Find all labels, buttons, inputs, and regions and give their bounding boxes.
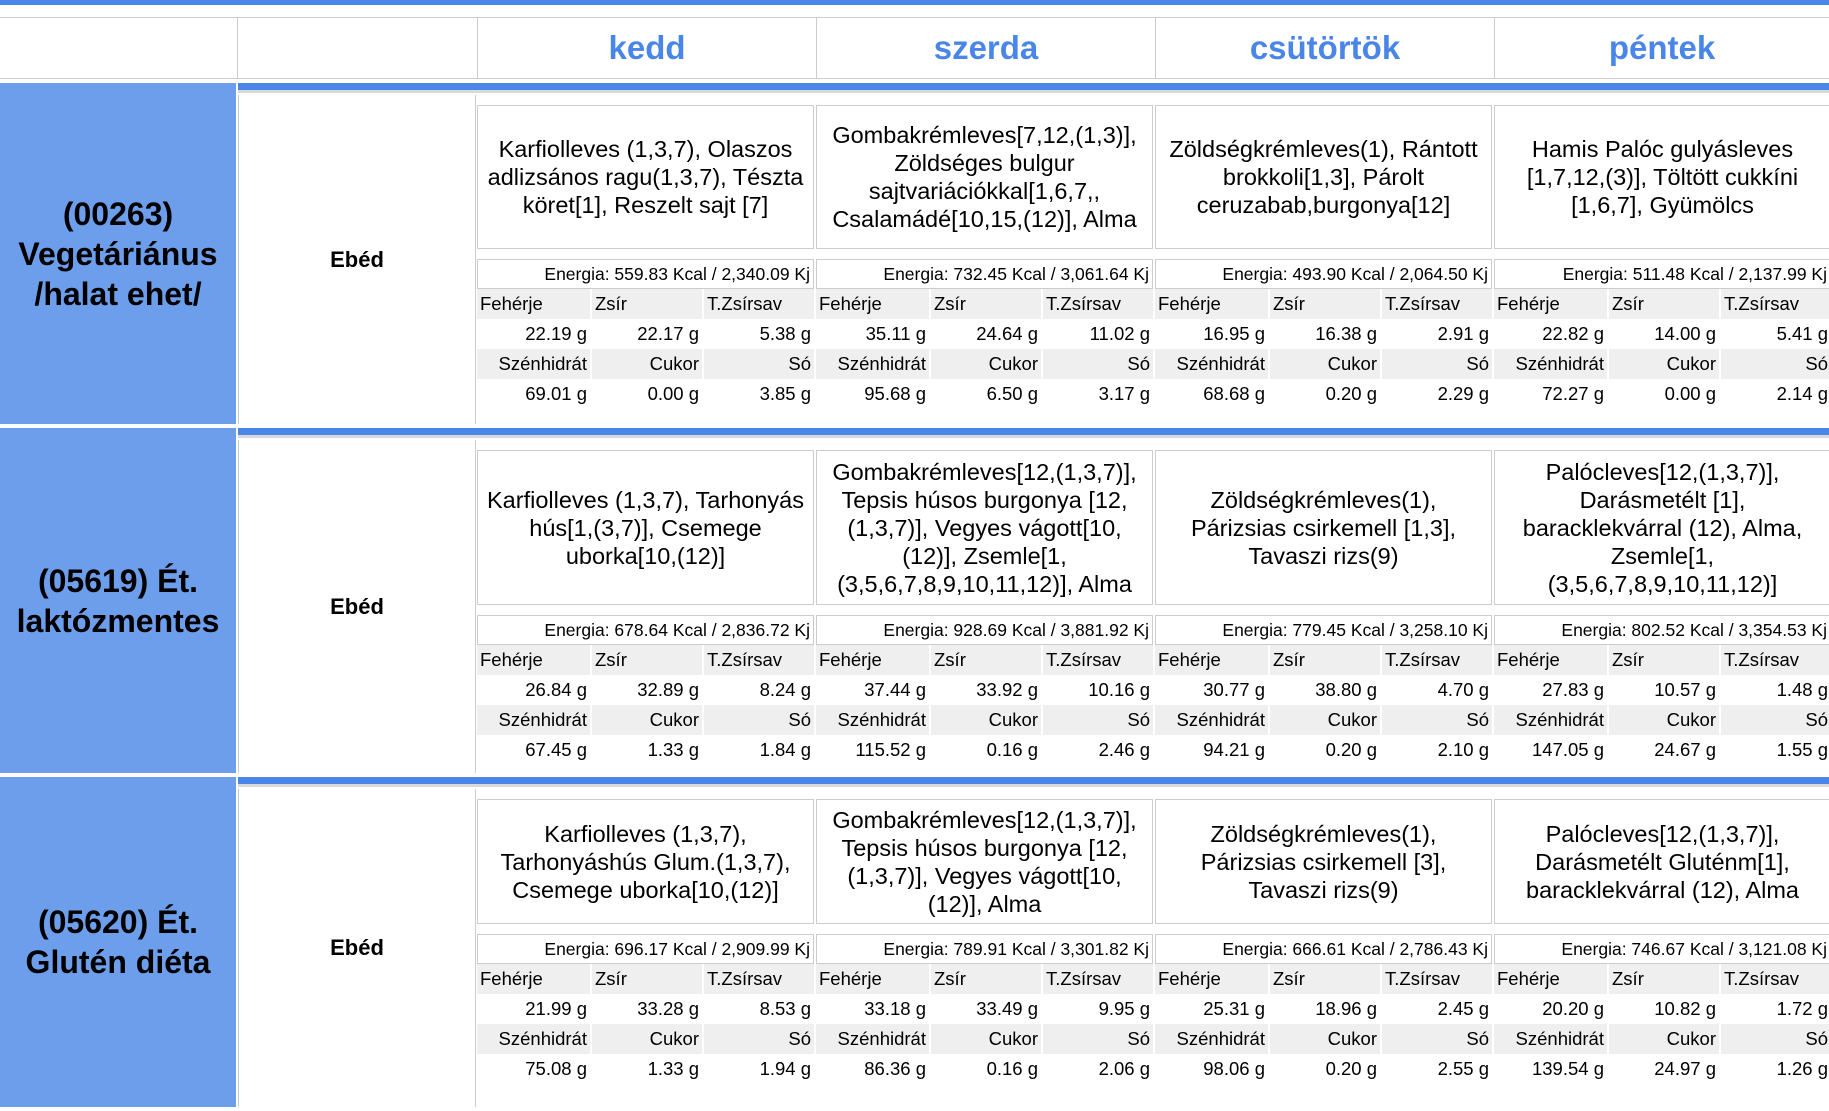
fat-value: 18.96 g: [1315, 998, 1377, 1019]
sat-fat-value: 4.70 g: [1437, 679, 1489, 700]
nutrient-label-row: [1494, 705, 1829, 735]
salt-value: 2.46 g: [1098, 739, 1150, 760]
day-cell: [816, 799, 1153, 1107]
protein-label: Fehérje: [477, 289, 590, 319]
energy-value: Energia: 666.61 Kcal / 2,786.43 Kj: [1155, 934, 1492, 964]
nutrient-label-row: [1155, 645, 1492, 675]
salt-value: 1.26 g: [1776, 1058, 1828, 1079]
menu-text: Karfiolleves (1,3,7), Tarhonyáshús Glum.(1,3,7), Csemege uborka[10,(12)]: [477, 799, 814, 924]
protein-value: 37.44 g: [864, 679, 926, 700]
carb-label: Szénhidrát: [1494, 705, 1607, 735]
fat-label: Zsír: [1609, 289, 1719, 319]
fat-label: Zsír: [1270, 964, 1380, 994]
menu-text: Gombakrémleves[12,(1,3,7)], Tepsis húsos burgonya [12,(1,3,7)], Vegyes vágott[10,(12)], Zsemle[1,(3,5,6,7,8,9,10,11,12)], Alma: [816, 450, 1153, 605]
menu-text: Karfiolleves (1,3,7), Olaszos adlizsános ragu(1,3,7), Tészta köret[1], Reszelt sajt [7]: [477, 105, 814, 249]
menu-text: Zöldségkrémleves(1), Párizsias csirkemell [1,3], Tavaszi rizs(9): [1155, 450, 1492, 605]
menu-text: Palócleves[12,(1,3,7)], Darásmetélt [1], baracklekvárral (12), Alma, Zsemle[1,(3,5,6,7,8,9,10,11,12)]: [1494, 450, 1829, 605]
sugar-value: 24.67 g: [1654, 739, 1716, 760]
carb-value: 94.21 g: [1203, 739, 1265, 760]
protein-value: 21.99 g: [525, 998, 587, 1019]
nutrient-value-row: [1155, 675, 1492, 705]
meal-label: Ebéd: [238, 440, 476, 773]
carb-value: 75.08 g: [525, 1058, 587, 1079]
sat-fat-value: 8.53 g: [759, 998, 811, 1019]
protein-value: 33.18 g: [864, 998, 926, 1019]
protein-value: 22.82 g: [1542, 323, 1604, 344]
energy-value: Energia: 511.48 Kcal / 2,137.99 Kj: [1494, 259, 1829, 289]
sat-fat-value: 1.48 g: [1776, 679, 1828, 700]
menu-text: Zöldségkrémleves(1), Rántott brokkoli[1,3], Párolt ceruzabab,burgonya[12]: [1155, 105, 1492, 249]
day-cell: [477, 105, 814, 424]
sugar-label: Cukor: [1609, 1024, 1719, 1054]
sugar-label: Cukor: [592, 1024, 702, 1054]
nutrient-label-row: [477, 349, 814, 379]
sat-fat-label: T.Zsírsav: [1043, 645, 1153, 675]
menu-text: Hamis Palóc gulyásleves [1,7,12,(3)], Töltött cukkíni [1,6,7], Gyümölcs: [1494, 105, 1829, 249]
carb-label: Szénhidrát: [816, 1024, 929, 1054]
carb-value: 67.45 g: [525, 739, 587, 760]
protein-label: Fehérje: [816, 964, 929, 994]
day-header-csütörtök: csütörtök: [1155, 17, 1494, 79]
diet-name-cell: (05620) Ét. Glutén diéta: [0, 777, 236, 1107]
sugar-value: 0.20 g: [1325, 1058, 1377, 1079]
nutrient-value-row: [1494, 675, 1829, 705]
nutrient-value-row: [1155, 735, 1492, 765]
diet-name-cell: (00263) Vegetáriánus /halat ehet/: [0, 83, 236, 424]
protein-label: Fehérje: [1494, 289, 1607, 319]
fat-label: Zsír: [1270, 289, 1380, 319]
sugar-value: 0.00 g: [647, 383, 699, 404]
day-cell: [477, 799, 814, 1107]
nutrient-value-row: [477, 735, 814, 765]
fat-value: 22.17 g: [637, 323, 699, 344]
carb-label: Szénhidrát: [816, 705, 929, 735]
protein-value: 26.84 g: [525, 679, 587, 700]
nutrient-label-row: [816, 349, 1153, 379]
energy-value: Energia: 732.45 Kcal / 3,061.64 Kj: [816, 259, 1153, 289]
carb-label: Szénhidrát: [1494, 1024, 1607, 1054]
sat-fat-value: 9.95 g: [1098, 998, 1150, 1019]
protein-label: Fehérje: [1155, 964, 1268, 994]
carb-value: 95.68 g: [864, 383, 926, 404]
fat-value: 14.00 g: [1654, 323, 1716, 344]
fat-value: 24.64 g: [976, 323, 1038, 344]
meal-label: Ebéd: [238, 95, 476, 424]
header-meal-column: [237, 17, 477, 79]
day-header-kedd: kedd: [477, 17, 816, 79]
day-cell: [816, 105, 1153, 424]
energy-value: Energia: 779.45 Kcal / 3,258.10 Kj: [1155, 615, 1492, 645]
sat-fat-value: 10.16 g: [1088, 679, 1150, 700]
nutrient-label-row: [816, 705, 1153, 735]
nutrient-value-row: [816, 994, 1153, 1024]
fat-value: 33.28 g: [637, 998, 699, 1019]
carb-label: Szénhidrát: [1155, 1024, 1268, 1054]
sugar-label: Cukor: [1270, 705, 1380, 735]
nutrient-label-row: [477, 964, 814, 994]
nutrient-label-row: [816, 289, 1153, 319]
fat-label: Zsír: [592, 964, 702, 994]
nutrient-label-row: [1155, 289, 1492, 319]
sugar-label: Cukor: [592, 349, 702, 379]
section-divider-bar: [238, 83, 1829, 90]
sugar-value: 24.97 g: [1654, 1058, 1716, 1079]
sugar-value: 0.16 g: [986, 739, 1038, 760]
fat-label: Zsír: [592, 645, 702, 675]
section-divider-bar: [238, 777, 1829, 784]
sat-fat-label: T.Zsírsav: [1721, 645, 1829, 675]
menu-text: Gombakrémleves[12,(1,3,7)], Tepsis húsos burgonya [12,(1,3,7)], Vegyes vágott[10,(12)], Alma: [816, 799, 1153, 924]
day-cell: [1155, 450, 1492, 773]
nutrient-label-row: [477, 289, 814, 319]
fat-value: 38.80 g: [1315, 679, 1377, 700]
energy-value: Energia: 928.69 Kcal / 3,881.92 Kj: [816, 615, 1153, 645]
salt-value: 1.94 g: [759, 1058, 811, 1079]
salt-label: Só: [1382, 1024, 1492, 1054]
nutrient-label-row: [1155, 964, 1492, 994]
protein-value: 25.31 g: [1203, 998, 1265, 1019]
protein-value: 22.19 g: [525, 323, 587, 344]
nutrient-value-row: [816, 675, 1153, 705]
salt-label: Só: [704, 1024, 814, 1054]
fat-value: 33.49 g: [976, 998, 1038, 1019]
carb-label: Szénhidrát: [1494, 349, 1607, 379]
meal-label: Ebéd: [238, 789, 476, 1107]
section-divider-shadow: [238, 435, 1829, 438]
day-cell: [1494, 450, 1829, 773]
sugar-value: 0.00 g: [1664, 383, 1716, 404]
salt-label: Só: [1721, 1024, 1829, 1054]
fat-label: Zsír: [1270, 645, 1380, 675]
sugar-label: Cukor: [592, 705, 702, 735]
salt-label: Só: [1043, 349, 1153, 379]
sugar-value: 1.33 g: [647, 1058, 699, 1079]
nutrient-value-row: [1494, 379, 1829, 409]
nutrient-label-row: [1494, 964, 1829, 994]
protein-label: Fehérje: [816, 645, 929, 675]
nutrient-label-row: [477, 645, 814, 675]
protein-label: Fehérje: [1494, 964, 1607, 994]
sugar-label: Cukor: [931, 1024, 1041, 1054]
fat-label: Zsír: [931, 964, 1041, 994]
header-corner-cell: [0, 17, 237, 79]
sat-fat-label: T.Zsírsav: [1043, 289, 1153, 319]
nutrient-label-row: [1494, 289, 1829, 319]
sat-fat-value: 1.72 g: [1776, 998, 1828, 1019]
salt-value: 2.06 g: [1098, 1058, 1150, 1079]
day-cell: [816, 450, 1153, 773]
salt-value: 1.84 g: [759, 739, 811, 760]
sugar-label: Cukor: [1270, 349, 1380, 379]
nutrient-value-row: [477, 994, 814, 1024]
nutrient-value-row: [477, 319, 814, 349]
energy-value: Energia: 789.91 Kcal / 3,301.82 Kj: [816, 934, 1153, 964]
fat-label: Zsír: [592, 289, 702, 319]
protein-label: Fehérje: [1494, 645, 1607, 675]
sat-fat-label: T.Zsírsav: [1721, 964, 1829, 994]
menu-text: Gombakrémleves[7,12,(1,3)], Zöldséges bulgur sajtvariációkkal[1,6,7,, Csalamádé[10,15,(12)], Alma: [816, 105, 1153, 249]
nutrient-label-row: [1155, 349, 1492, 379]
energy-value: Energia: 493.90 Kcal / 2,064.50 Kj: [1155, 259, 1492, 289]
menu-text: Zöldségkrémleves(1), Párizsias csirkemell [3], Tavaszi rizs(9): [1155, 799, 1492, 924]
diet-block: [0, 428, 1829, 777]
nutrient-label-row: [477, 705, 814, 735]
carb-label: Szénhidrát: [1155, 705, 1268, 735]
sugar-value: 0.20 g: [1325, 739, 1377, 760]
salt-label: Só: [1721, 349, 1829, 379]
sugar-label: Cukor: [1609, 705, 1719, 735]
carb-value: 72.27 g: [1542, 383, 1604, 404]
carb-value: 147.05 g: [1531, 739, 1604, 760]
fat-label: Zsír: [1609, 645, 1719, 675]
sat-fat-value: 8.24 g: [759, 679, 811, 700]
nutrient-value-row: [1155, 319, 1492, 349]
nutrient-value-row: [477, 675, 814, 705]
day-header-péntek: péntek: [1494, 17, 1829, 79]
carb-value: 98.06 g: [1203, 1058, 1265, 1079]
day-cell: [1494, 105, 1829, 424]
carb-label: Szénhidrát: [477, 1024, 590, 1054]
fat-value: 33.92 g: [976, 679, 1038, 700]
nutrient-value-row: [477, 379, 814, 409]
section-divider-bar: [238, 428, 1829, 435]
fat-label: Zsír: [1609, 964, 1719, 994]
nutrient-value-row: [1494, 319, 1829, 349]
sugar-value: 1.33 g: [647, 739, 699, 760]
nutrient-value-row: [816, 319, 1153, 349]
sat-fat-label: T.Zsírsav: [1721, 289, 1829, 319]
sat-fat-label: T.Zsírsav: [704, 645, 814, 675]
section-divider-shadow: [238, 784, 1829, 787]
salt-label: Só: [1382, 349, 1492, 379]
salt-label: Só: [1043, 1024, 1153, 1054]
carb-value: 139.54 g: [1531, 1058, 1604, 1079]
salt-value: 2.29 g: [1437, 383, 1489, 404]
protein-value: 30.77 g: [1203, 679, 1265, 700]
salt-label: Só: [1043, 705, 1153, 735]
salt-value: 3.17 g: [1098, 383, 1150, 404]
nutrient-value-row: [816, 1054, 1153, 1084]
protein-value: 35.11 g: [865, 323, 926, 344]
diet-block: [0, 83, 1829, 428]
fat-label: Zsír: [931, 645, 1041, 675]
nutrient-value-row: [816, 735, 1153, 765]
energy-value: Energia: 746.67 Kcal / 3,121.08 Kj: [1494, 934, 1829, 964]
energy-value: Energia: 696.17 Kcal / 2,909.99 Kj: [477, 934, 814, 964]
fat-value: 10.57 g: [1654, 679, 1716, 700]
fat-value: 16.38 g: [1315, 323, 1377, 344]
day-cell: [477, 450, 814, 773]
nutrient-label-row: [816, 1024, 1153, 1054]
sat-fat-value: 5.41 g: [1776, 323, 1828, 344]
salt-value: 2.55 g: [1437, 1058, 1489, 1079]
sat-fat-value: 2.45 g: [1437, 998, 1489, 1019]
salt-label: Só: [1382, 705, 1492, 735]
sugar-label: Cukor: [1609, 349, 1719, 379]
nutrient-value-row: [477, 1054, 814, 1084]
protein-value: 16.95 g: [1203, 323, 1265, 344]
diet-block: [0, 777, 1829, 1111]
salt-value: 3.85 g: [759, 383, 811, 404]
nutrient-label-row: [477, 1024, 814, 1054]
diet-name-cell: (05619) Ét. laktózmentes: [0, 428, 236, 773]
nutrient-value-row: [1155, 379, 1492, 409]
energy-value: Energia: 559.83 Kcal / 2,340.09 Kj: [477, 259, 814, 289]
carb-value: 115.52 g: [855, 739, 926, 760]
carb-value: 69.01 g: [525, 383, 587, 404]
carb-label: Szénhidrát: [816, 349, 929, 379]
sugar-label: Cukor: [931, 349, 1041, 379]
top-accent-bar: [0, 0, 1829, 5]
section-divider-shadow: [238, 90, 1829, 93]
energy-value: Energia: 678.64 Kcal / 2,836.72 Kj: [477, 615, 814, 645]
sat-fat-value: 11.02 g: [1089, 323, 1150, 344]
sugar-label: Cukor: [1270, 1024, 1380, 1054]
salt-value: 1.55 g: [1776, 739, 1828, 760]
protein-value: 27.83 g: [1542, 679, 1604, 700]
salt-value: 2.10 g: [1437, 739, 1489, 760]
carb-value: 86.36 g: [864, 1058, 926, 1079]
protein-label: Fehérje: [816, 289, 929, 319]
day-cell: [1494, 799, 1829, 1107]
nutrient-value-row: [1494, 735, 1829, 765]
sat-fat-label: T.Zsírsav: [704, 289, 814, 319]
sat-fat-label: T.Zsírsav: [1382, 645, 1492, 675]
sat-fat-label: T.Zsírsav: [1043, 964, 1153, 994]
sat-fat-label: T.Zsírsav: [704, 964, 814, 994]
day-cell: [1155, 799, 1492, 1107]
menu-grid: [0, 17, 1829, 1111]
sugar-value: 0.16 g: [986, 1058, 1038, 1079]
nutrient-label-row: [1155, 1024, 1492, 1054]
day-cell: [1155, 105, 1492, 424]
fat-value: 10.82 g: [1654, 998, 1716, 1019]
sugar-label: Cukor: [931, 705, 1041, 735]
protein-value: 20.20 g: [1542, 998, 1604, 1019]
nutrient-value-row: [1155, 994, 1492, 1024]
nutrient-label-row: [1494, 349, 1829, 379]
nutrient-value-row: [1494, 1054, 1829, 1084]
nutrient-value-row: [1494, 994, 1829, 1024]
salt-label: Só: [704, 349, 814, 379]
day-header-szerda: szerda: [816, 17, 1155, 79]
salt-label: Só: [704, 705, 814, 735]
carb-value: 68.68 g: [1203, 383, 1265, 404]
sat-fat-label: T.Zsírsav: [1382, 964, 1492, 994]
salt-value: 2.14 g: [1776, 383, 1828, 404]
nutrient-label-row: [1494, 1024, 1829, 1054]
sat-fat-label: T.Zsírsav: [1382, 289, 1492, 319]
sat-fat-value: 5.38 g: [759, 323, 811, 344]
protein-label: Fehérje: [1155, 645, 1268, 675]
sugar-value: 0.20 g: [1325, 383, 1377, 404]
protein-label: Fehérje: [477, 964, 590, 994]
carb-label: Szénhidrát: [1155, 349, 1268, 379]
protein-label: Fehérje: [1155, 289, 1268, 319]
sugar-value: 6.50 g: [986, 383, 1038, 404]
fat-value: 32.89 g: [637, 679, 699, 700]
protein-label: Fehérje: [477, 645, 590, 675]
energy-value: Energia: 802.52 Kcal / 3,354.53 Kj: [1494, 615, 1829, 645]
fat-label: Zsír: [931, 289, 1041, 319]
sat-fat-value: 2.91 g: [1437, 323, 1489, 344]
nutrient-label-row: [816, 645, 1153, 675]
menu-text: Palócleves[12,(1,3,7)], Darásmetélt Gluténm[1], baracklekvárral (12), Alma: [1494, 799, 1829, 924]
nutrient-label-row: [816, 964, 1153, 994]
nutrient-value-row: [1155, 1054, 1492, 1084]
salt-label: Só: [1721, 705, 1829, 735]
nutrient-value-row: [816, 379, 1153, 409]
nutrient-label-row: [1494, 645, 1829, 675]
carb-label: Szénhidrát: [477, 705, 590, 735]
menu-text: Karfiolleves (1,3,7), Tarhonyás hús[1,(3,7)], Csemege uborka[10,(12)]: [477, 450, 814, 605]
nutrient-label-row: [1155, 705, 1492, 735]
carb-label: Szénhidrát: [477, 349, 590, 379]
